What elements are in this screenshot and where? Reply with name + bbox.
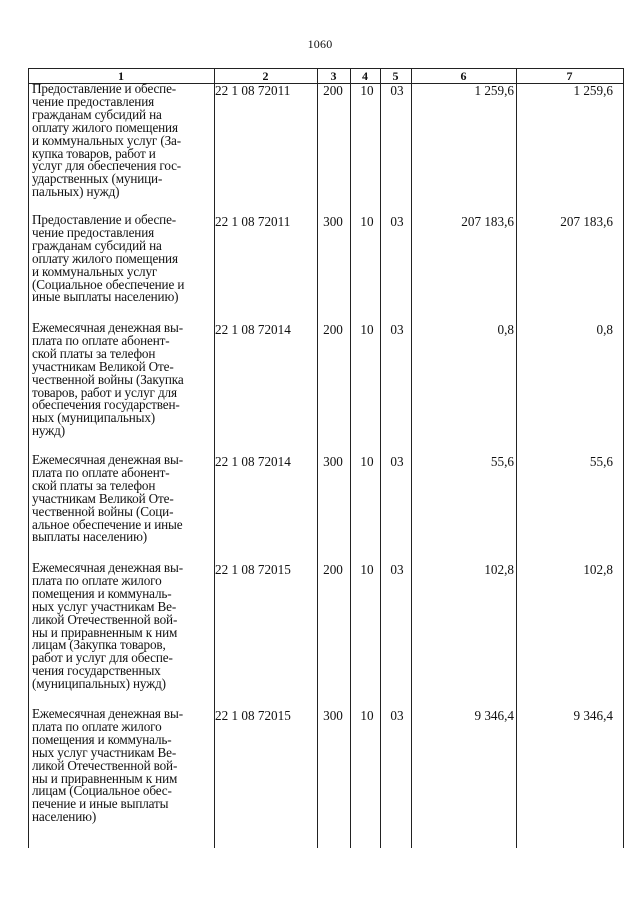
column-header-3: 3 bbox=[330, 69, 337, 83]
row-target-code: 22 1 08 72011 bbox=[215, 214, 291, 229]
column-rule bbox=[28, 68, 29, 848]
row-amount-col6: 55,6 bbox=[490, 454, 514, 469]
row-amount-col7: 102,8 bbox=[583, 562, 613, 577]
row-subsection: 03 bbox=[390, 214, 404, 229]
column-rule bbox=[623, 68, 624, 848]
row-target-code: 22 1 08 72015 bbox=[215, 708, 291, 723]
column-header-1: 1 bbox=[118, 69, 124, 83]
row-description: Предоставление и обеспе- чение предоставления гражданам субсидий на оплату жилого помещения и коммунальных услуг (Социальное обеспечение и иные выплаты населению) bbox=[32, 212, 185, 305]
row-amount-col6: 1 259,6 bbox=[474, 83, 514, 98]
column-header-6: 6 bbox=[460, 69, 467, 83]
row-description: Ежемесячная денежная вы- плата по оплате жилого помещения и коммуналь- ных услуг участникам Ве- ликой Отечественной вой- ны и приравненным к ним лицам (Закупка товаров, работ и услуг для обеспе- чения государственных (муниципальных) нужд) bbox=[32, 560, 183, 692]
row-amount-col6: 102,8 bbox=[484, 562, 514, 577]
column-rule bbox=[516, 68, 517, 848]
column-rule bbox=[317, 68, 318, 848]
row-section: 10 bbox=[360, 83, 374, 98]
row-expense-type: 300 bbox=[323, 214, 343, 229]
row-description: Ежемесячная денежная вы- плата по оплате абонент- ской платы за телефон участникам Великой Оте- чественной войны (Соци- альное обеспечение и иные выплаты населению) bbox=[32, 452, 183, 545]
row-amount-col7: 0,8 bbox=[596, 322, 613, 337]
row-amount-col6: 0,8 bbox=[497, 322, 514, 337]
row-section: 10 bbox=[360, 322, 374, 337]
column-header-2: 2 bbox=[262, 69, 269, 83]
row-amount-col7: 55,6 bbox=[589, 454, 613, 469]
row-expense-type: 200 bbox=[323, 83, 343, 98]
column-header-7: 7 bbox=[566, 69, 573, 83]
row-subsection: 03 bbox=[390, 322, 404, 337]
row-expense-type: 200 bbox=[323, 562, 343, 577]
row-amount-col7: 207 183,6 bbox=[560, 214, 613, 229]
row-section: 10 bbox=[360, 454, 374, 469]
column-rule bbox=[411, 68, 412, 848]
row-expense-type: 200 bbox=[323, 322, 343, 337]
row-amount-col7: 1 259,6 bbox=[573, 83, 613, 98]
row-section: 10 bbox=[360, 214, 374, 229]
row-expense-type: 300 bbox=[323, 454, 343, 469]
row-expense-type: 300 bbox=[323, 708, 343, 723]
row-target-code: 22 1 08 72015 bbox=[215, 562, 291, 577]
row-amount-col6: 207 183,6 bbox=[461, 214, 514, 229]
row-subsection: 03 bbox=[390, 454, 404, 469]
row-amount-col6: 9 346,4 bbox=[474, 708, 514, 723]
column-header-5: 5 bbox=[392, 69, 399, 83]
row-section: 10 bbox=[360, 562, 374, 577]
row-target-code: 22 1 08 72011 bbox=[215, 83, 291, 98]
budget-table bbox=[28, 68, 624, 848]
row-subsection: 03 bbox=[390, 83, 404, 98]
row-description: Предоставление и обеспе- чение предоставления гражданам субсидий на оплату жилого помещения и коммунальных услуг (За- купка товаров, работ и услуг для обеспечения гос- ударственных (муници- пальных) нужд) bbox=[32, 81, 182, 200]
column-header-4: 4 bbox=[362, 69, 368, 83]
row-description: Ежемесячная денежная вы- плата по оплате жилого помещения и коммуналь- ных услуг участникам Ве- ликой Отечественной вой- ны и приравненным к ним лицам (Социальное обес- печение и иные выплаты населению) bbox=[32, 706, 183, 825]
page-number: 1060 bbox=[307, 37, 333, 51]
column-rule bbox=[350, 68, 351, 848]
row-target-code: 22 1 08 72014 bbox=[215, 454, 291, 469]
row-amount-col7: 9 346,4 bbox=[573, 708, 613, 723]
row-subsection: 03 bbox=[390, 708, 404, 723]
row-description: Ежемесячная денежная вы- плата по оплате абонент- ской платы за телефон участникам Великой Оте- чественной войны (Закупка товаров, работ и услуг для обеспечения государствен- ных (муниципальных) нужд) bbox=[32, 320, 184, 439]
row-subsection: 03 bbox=[390, 562, 404, 577]
row-target-code: 22 1 08 72014 bbox=[215, 322, 291, 337]
row-section: 10 bbox=[360, 708, 374, 723]
